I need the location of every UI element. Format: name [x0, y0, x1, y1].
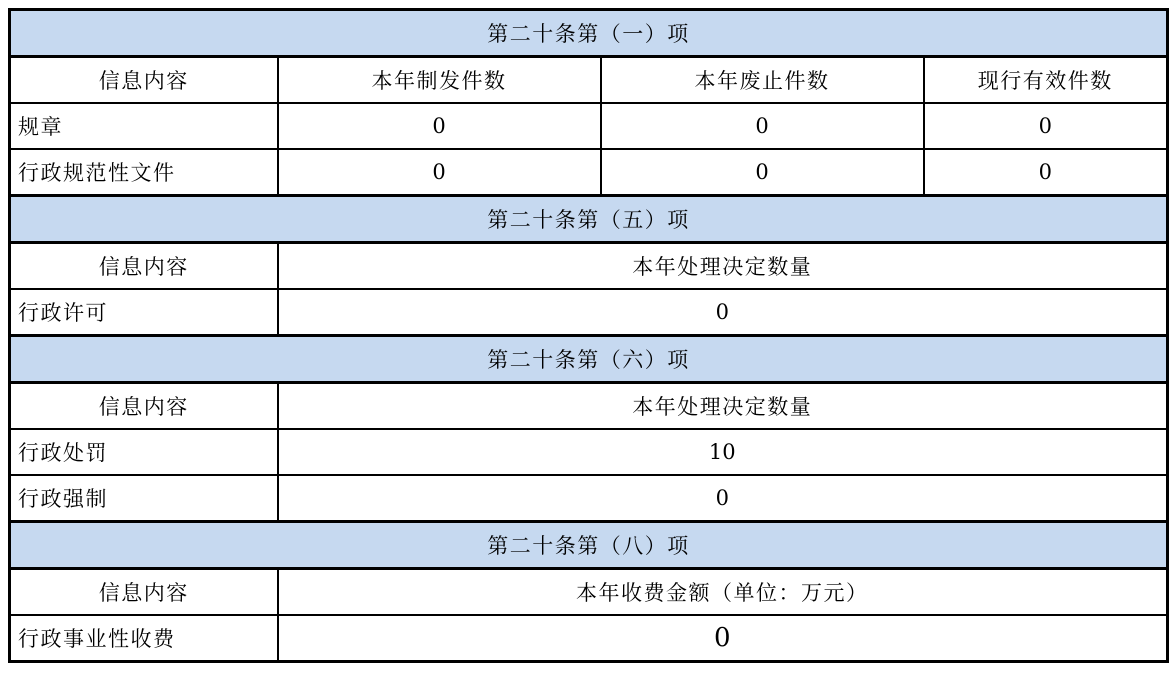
- header-row: [10, 569, 1168, 616]
- column-header-cell: 信息内容: [10, 569, 278, 616]
- header-row: [10, 243, 1168, 290]
- value-cell: 0: [924, 103, 1168, 149]
- column-header-cell: 现行有效件数: [924, 57, 1168, 104]
- column-header-cell: 信息内容: [10, 243, 278, 290]
- column-header-cell: 信息内容: [10, 383, 278, 430]
- table-row: [10, 149, 1168, 196]
- table-row: [10, 103, 1168, 149]
- header-row: [10, 57, 1168, 104]
- value-cell: 0: [278, 475, 1168, 522]
- section-title: 第二十条第（八）项: [10, 522, 1168, 569]
- section-title: 第二十条第（一）项: [10, 10, 1168, 57]
- section-title: 第二十条第（五）项: [10, 196, 1168, 243]
- section-title-row: [10, 10, 1168, 57]
- section-title-row: [10, 336, 1168, 383]
- column-header-cell: 本年废止件数: [601, 57, 924, 104]
- value-cell: 0: [278, 103, 601, 149]
- column-header-cell: 信息内容: [10, 57, 278, 104]
- column-header-cell: 本年处理决定数量: [278, 243, 1168, 290]
- column-header-cell: 本年处理决定数量: [278, 383, 1168, 430]
- value-cell: 0: [278, 615, 1168, 662]
- table-row: [10, 429, 1168, 475]
- value-cell: 0: [278, 149, 601, 196]
- value-cell: 0: [601, 149, 924, 196]
- section-title-row: [10, 196, 1168, 243]
- row-label-cell: 行政许可: [10, 289, 278, 336]
- section-title-row: [10, 522, 1168, 569]
- row-label-cell: 行政处罚: [10, 429, 278, 475]
- value-cell: 0: [601, 103, 924, 149]
- table-row: [10, 475, 1168, 522]
- column-header-cell: 本年收费金额（单位：万元）: [278, 569, 1168, 616]
- header-row: [10, 383, 1168, 430]
- row-label-cell: 行政强制: [10, 475, 278, 522]
- value-cell: 0: [278, 289, 1168, 336]
- column-header-cell: 本年制发件数: [278, 57, 601, 104]
- table-row: [10, 289, 1168, 336]
- section-title: 第二十条第（六）项: [10, 336, 1168, 383]
- value-cell: 10: [278, 429, 1168, 475]
- row-label-cell: 行政规范性文件: [10, 149, 278, 196]
- value-cell: 0: [924, 149, 1168, 196]
- row-label-cell: 规章: [10, 103, 278, 149]
- disclosure-report-table: [8, 8, 1169, 663]
- table-row: [10, 615, 1168, 662]
- row-label-cell: 行政事业性收费: [10, 615, 278, 662]
